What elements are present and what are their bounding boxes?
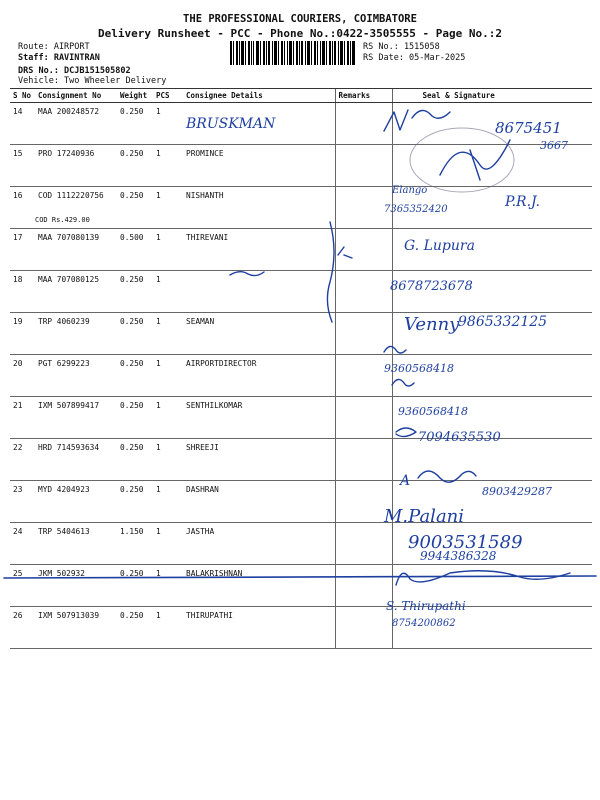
row-consignment-no-text: IXM 507899417	[38, 401, 100, 410]
row-sno	[10, 229, 35, 271]
row-seal-signature	[392, 439, 592, 481]
row-sno-text: 22	[13, 443, 23, 452]
row-seal-signature	[392, 355, 592, 397]
table-row	[10, 607, 592, 649]
row-weight	[117, 187, 153, 229]
cod-amount: COD Rs.429.00	[35, 216, 90, 224]
rs-number: RS No.: 1515058	[363, 42, 440, 52]
row-consignment-no	[35, 397, 117, 439]
row-weight-text: 0.250	[120, 611, 144, 620]
row-pcs	[153, 523, 183, 565]
row-remarks	[335, 145, 392, 187]
row-seal-signature	[392, 229, 592, 271]
row-pcs-text: 1	[156, 359, 161, 368]
row-weight	[117, 271, 153, 313]
row-weight	[117, 607, 153, 649]
table-row	[10, 145, 592, 187]
row-consignee	[183, 607, 335, 649]
row-sno	[10, 187, 35, 229]
row-sno	[10, 103, 35, 145]
row-seal-signature	[392, 145, 592, 187]
row-consignee-text: BALAKRISHNAN	[186, 569, 243, 578]
row-sno-text: 14	[13, 107, 23, 116]
handwritten-phone: 9360568418	[398, 405, 468, 418]
row-consignee-text: NISHANTH	[186, 191, 224, 200]
row-consignment-no	[35, 565, 117, 607]
handwritten-phone: 9944386328	[420, 549, 497, 563]
row-consignment-no-text: IXM 507913039	[38, 611, 100, 620]
handwritten-phone: 7094635530	[418, 430, 501, 445]
row-sno	[10, 271, 35, 313]
row-weight	[117, 481, 153, 523]
rs-date: RS Date: 05-Mar-2025	[363, 53, 466, 63]
col-consignee: Consignee Details	[183, 89, 335, 103]
row-weight	[117, 439, 153, 481]
row-sno-text: 17	[13, 233, 23, 242]
row-consignment-no	[35, 145, 117, 187]
row-pcs	[153, 397, 183, 439]
row-weight	[117, 355, 153, 397]
row-consignee	[183, 397, 335, 439]
row-consignee-text: THIREVANI	[186, 233, 229, 242]
row-sno	[10, 313, 35, 355]
row-weight	[117, 103, 153, 145]
row-remarks	[335, 271, 392, 313]
row-weight	[117, 565, 153, 607]
row-pcs	[153, 355, 183, 397]
row-consignee-text: SENTHILKOMAR	[186, 401, 243, 410]
handwritten-signature: M.Palani	[384, 506, 465, 527]
row-sno-text: 21	[13, 401, 23, 410]
col-remarks: Remarks	[335, 89, 392, 103]
table-row	[10, 229, 592, 271]
row-weight-text: 0.250	[120, 107, 144, 116]
row-consignment-no-text: MAA 200248572	[38, 107, 100, 116]
table-row	[10, 523, 592, 565]
staff-label: Staff: RAVINTRAN	[18, 53, 100, 63]
row-consignee-text: AIRPORTDIRECTOR	[186, 359, 257, 368]
row-pcs-text: 1	[156, 401, 161, 410]
row-pcs-text: 1	[156, 611, 161, 620]
row-sno	[10, 439, 35, 481]
table-row	[10, 187, 592, 229]
table-header-row	[10, 89, 592, 103]
row-pcs	[153, 145, 183, 187]
row-consignee	[183, 565, 335, 607]
row-pcs	[153, 607, 183, 649]
handwritten-signature: Elango	[392, 185, 428, 196]
row-consignment-no-text: MYD 4204923	[38, 485, 90, 494]
row-sno-text: 24	[13, 527, 23, 536]
row-pcs	[153, 481, 183, 523]
row-consignment-no-text: COD 1112220756	[38, 191, 104, 200]
row-weight-text: 0.250	[120, 401, 144, 410]
row-pcs-text: 1	[156, 149, 161, 158]
row-consignee	[183, 523, 335, 565]
row-weight-text: 0.250	[120, 149, 144, 158]
row-consignment-no-text: JKM 502932	[38, 569, 85, 578]
row-consignee	[183, 271, 335, 313]
row-consignment-no	[35, 481, 117, 523]
row-pcs-text: 1	[156, 443, 161, 452]
row-weight-text: 0.250	[120, 359, 144, 368]
row-pcs	[153, 439, 183, 481]
handwritten-signature: S. Thirupathi	[386, 599, 466, 613]
row-sno-text: 18	[13, 275, 23, 284]
row-consignee-text: SEAMAN	[186, 317, 215, 326]
row-seal-signature	[392, 313, 592, 355]
row-consignment-no	[35, 187, 117, 229]
row-consignee	[183, 145, 335, 187]
row-consignment-no-text: PGT 6299223	[38, 359, 90, 368]
row-sno-text: 16	[13, 191, 23, 200]
row-sno-text: 19	[13, 317, 23, 326]
row-weight-text: 0.250	[120, 275, 144, 284]
row-remarks	[335, 187, 392, 229]
row-pcs-text: 1	[156, 527, 161, 536]
handwritten-signature: Venny	[404, 314, 460, 335]
row-remarks	[335, 523, 392, 565]
row-weight-text: 0.250	[120, 569, 144, 578]
row-pcs	[153, 565, 183, 607]
row-consignee	[183, 439, 335, 481]
row-pcs	[153, 187, 183, 229]
row-weight	[117, 229, 153, 271]
row-sno	[10, 397, 35, 439]
row-remarks	[335, 565, 392, 607]
row-pcs-text: 1	[156, 317, 161, 326]
table-row	[10, 103, 592, 145]
row-pcs-text: 1	[156, 191, 161, 200]
row-sno	[10, 523, 35, 565]
row-pcs-text: 1	[156, 485, 161, 494]
company-title: THE PROFESSIONAL COURIERS, COIMBATORE	[183, 13, 417, 25]
row-sno-text: 25	[13, 569, 23, 578]
row-weight	[117, 313, 153, 355]
row-consignee	[183, 481, 335, 523]
row-consignment-no	[35, 607, 117, 649]
handwritten-phone: 8903429287	[482, 485, 552, 498]
row-consignment-no	[35, 103, 117, 145]
row-weight-text: 1.150	[120, 527, 144, 536]
row-seal-signature	[392, 187, 592, 229]
row-sno-text: 26	[13, 611, 23, 620]
row-sno-text: 15	[13, 149, 23, 158]
row-weight-text: 0.250	[120, 485, 144, 494]
barcode-image	[230, 41, 355, 65]
col-sno: S No	[10, 89, 35, 103]
runsheet-table	[10, 88, 592, 649]
row-consignee	[183, 313, 335, 355]
row-consignment-no	[35, 313, 117, 355]
handwritten-phone: 9865332125	[458, 314, 548, 330]
row-remarks	[335, 355, 392, 397]
row-pcs-text: 1	[156, 233, 161, 242]
row-weight-text: 0.250	[120, 191, 144, 200]
row-remarks	[335, 607, 392, 649]
col-seal-signature: Seal & Signature	[392, 89, 592, 103]
table-row	[10, 481, 592, 523]
vehicle-label: Vehicle: Two Wheeler Delivery	[18, 76, 167, 86]
row-consignee-text: SHREEJI	[186, 443, 219, 452]
row-consignee	[183, 103, 335, 145]
drs-label: DRS No.: DCJB151505802	[18, 66, 131, 76]
table-row	[10, 355, 592, 397]
handwritten-note: P.R.J.	[505, 194, 540, 210]
row-remarks	[335, 397, 392, 439]
row-consignee	[183, 187, 335, 229]
row-consignment-no	[35, 271, 117, 313]
row-consignment-no-text: MAA 707080125	[38, 275, 100, 284]
row-consignee-text: PROMINCE	[186, 149, 224, 158]
handwritten-phone: 8678723678	[390, 279, 473, 294]
row-remarks	[335, 229, 392, 271]
row-seal-signature	[392, 565, 592, 607]
handwritten-phone: 9360568418	[384, 362, 454, 375]
row-sno	[10, 565, 35, 607]
row-pcs	[153, 313, 183, 355]
handwritten-phone: 7365352420	[384, 204, 448, 215]
handwritten-note: 3667	[540, 139, 568, 152]
row-pcs	[153, 271, 183, 313]
row-seal-signature	[392, 271, 592, 313]
row-weight	[117, 145, 153, 187]
handwritten-phone: 8754200862	[392, 618, 456, 629]
row-sno-text: 20	[13, 359, 23, 368]
col-consignment: Consignment No	[35, 89, 117, 103]
row-weight-text: 0.250	[120, 443, 144, 452]
row-sno	[10, 355, 35, 397]
handwritten-signature: A	[400, 473, 411, 489]
row-seal-signature	[392, 481, 592, 523]
row-sno	[10, 481, 35, 523]
row-weight	[117, 397, 153, 439]
col-weight: Weight	[117, 89, 153, 103]
table-row	[10, 271, 592, 313]
row-consignee-text: JASTHA	[186, 527, 215, 536]
col-pcs: PCS	[153, 89, 183, 103]
runsheet-title: Delivery Runsheet - PCC - Phone No.:0422-3505555 - Page No.:2	[98, 27, 502, 40]
row-seal-signature	[392, 607, 592, 649]
row-seal-signature	[392, 103, 592, 145]
row-seal-signature	[392, 397, 592, 439]
handwritten-name: BRUSKMAN	[186, 116, 276, 132]
row-weight-text: 0.250	[120, 317, 144, 326]
row-weight	[117, 523, 153, 565]
row-seal-signature	[392, 523, 592, 565]
row-sno	[10, 607, 35, 649]
row-sno	[10, 145, 35, 187]
row-sno-text: 23	[13, 485, 23, 494]
row-remarks	[335, 481, 392, 523]
handwritten-phone: 8675451	[495, 119, 562, 137]
row-consignment-no	[35, 229, 117, 271]
row-weight-text: 0.500	[120, 233, 144, 242]
row-consignment-no-text: TRP 4060239	[38, 317, 90, 326]
row-consignment-no	[35, 439, 117, 481]
row-consignment-no	[35, 523, 117, 565]
row-pcs	[153, 103, 183, 145]
row-remarks	[335, 103, 392, 145]
row-pcs-text: 1	[156, 275, 161, 284]
row-consignee-text: DASHRAN	[186, 485, 219, 494]
row-pcs	[153, 229, 183, 271]
row-consignment-no-text: PRO 17240936	[38, 149, 95, 158]
row-pcs-text: 1	[156, 569, 161, 578]
route-label: Route: AIRPORT	[18, 42, 90, 52]
row-consignee	[183, 355, 335, 397]
row-pcs-text: 1	[156, 107, 161, 116]
row-consignment-no	[35, 355, 117, 397]
table-row	[10, 397, 592, 439]
table-row	[10, 565, 592, 607]
row-consignee	[183, 229, 335, 271]
row-remarks	[335, 439, 392, 481]
row-remarks	[335, 313, 392, 355]
row-consignment-no-text: HRD 714593634	[38, 443, 100, 452]
handwritten-phone: 9003531589	[408, 532, 523, 553]
row-consignee-text: THIRUPATHI	[186, 611, 233, 620]
handwritten-signature: G. Lupura	[404, 238, 475, 254]
row-consignment-no-text: MAA 707080139	[38, 233, 100, 242]
row-consignment-no-text: TRP 5404613	[38, 527, 90, 536]
table-row	[10, 439, 592, 481]
table-row	[10, 313, 592, 355]
